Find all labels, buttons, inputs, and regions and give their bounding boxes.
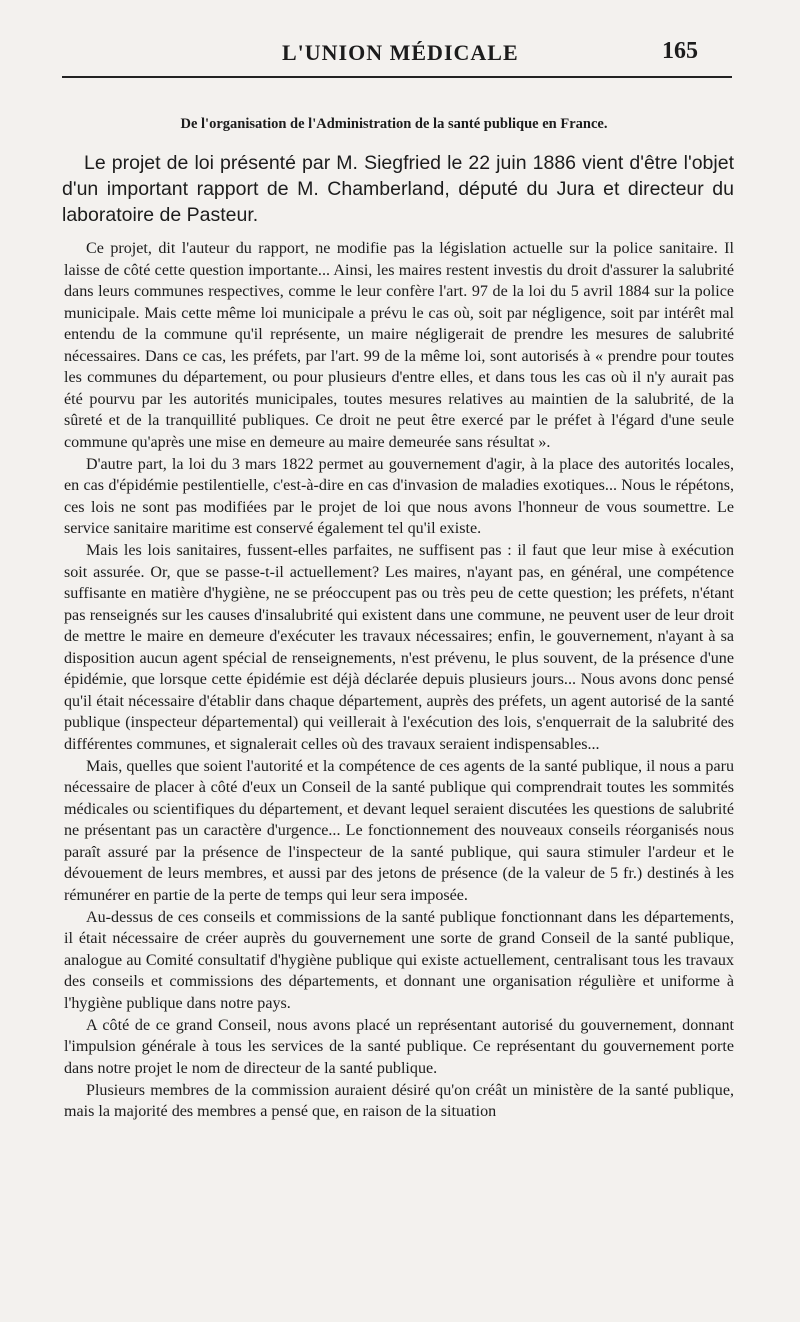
- body-paragraph: Ce projet, dit l'auteur du rapport, ne modifie pas la législation actuelle sur la police sanitaire. Il laisse de côté cette question importante... Ainsi, les maires restent investis du droit d'assurer la salubrité dans leurs communes respectives, comme le leur confère l'art. 97 de la loi du 5 avril 1884 sur la police municipale. Mais cette même loi municipale a prévu le cas où, soit par négligence, soit par intérêt mal entendu de la commune qu'il représente, un maire négligerait de prendre les mesures de salubrité nécessaires. Dans ce cas, les préfets, par l'art. 99 de la même loi, sont autorisés à « prendre pour toutes les communes du département, ou pour plusieurs d'entre elles, et dans tous les cas où il n'y aurait pas été pourvu par les autorités municipales, toutes mesures relatives au maintien de la salubrité, de la sûreté et de la tranquillité publiques. Ce droit ne peut être exercé par le préfet à l'égard d'une seule commune qu'après une mise en demeure au maire demeurée sans résultat ».: [64, 240, 734, 451]
- running-title: L'UNION MÉDICALE: [282, 40, 519, 65]
- body-paragraph: D'autre part, la loi du 3 mars 1822 permet au gouvernement d'agir, à la place des autorités locales, en cas d'épidémie pestilentielle, c'est-à-dire en cas d'invasion de maladies exotiques... Nous le répétons, ces lois ne sont pas modifiées par le projet de loi que nous avons l'honneur de vous soumettre. Le service sanitaire maritime est conservé également tel qu'il existe.: [64, 455, 734, 537]
- body-paragraph: Mais les lois sanitaires, fussent-elles parfaites, ne suffisent pas : il faut que leur mise à exécution soit assurée. Or, que se passe-t-il actuellement? Les maires, n'ayant pas, en général, une compétence suffisante en matière d'hygiène, ne se préoccupent pas ou très peu de cette question; les préfets, n'étant pas renseignés sur les causes d'insalubrité qui existent dans une commune, ne peuvent user de leur droit de mettre le maire en demeure d'exécuter les travaux nécessaires; enfin, le gouvernement, n'ayant à sa disposition aucun agent spécial de renseignements, n'est prévenu, le plus souvent, de la présence d'une épidémie, que lorsque cette épidémie est déjà déclarée depuis plusieurs jours... Nous avons donc pensé qu'il était nécessaire d'établir dans chaque département, auprès des préfets, un agent autorisé de la santé publique (inspecteur départemental) qui veillerait à l'exécution des lois, s'enquerrait de la salubrité des différentes communes, et signalerait celles où des travaux seraient indispensables...: [64, 542, 734, 753]
- running-head: [0, 36, 800, 70]
- body-paragraph: Au-dessus de ces conseils et commissions de la santé publique fonctionnant dans les départements, il était nécessaire de créer auprès du gouvernement une sorte de grand Conseil de la santé publique, analogue au Comité consultatif d'hygiène publique qui existe actuellement, centralisant tous les travaux des conseils et commissions des départements, et donnant une organisation régulière et uniforme à l'hygiène publique dans notre pays.: [64, 908, 734, 1012]
- article-body: [64, 238, 734, 1123]
- body-paragraph: Plusieurs membres de la commission auraient désiré qu'on créât un ministère de la santé publique, mais la majorité des membres a pensé que, en raison de la situation: [64, 1081, 734, 1120]
- article-title: De l'organisation de l'Administration de la santé publique en France.: [180, 116, 608, 132]
- page-number: 165: [662, 38, 698, 64]
- lead-paragraph-block: [62, 150, 734, 228]
- lead-paragraph: Le projet de loi présenté par M. Siegfried le 22 juin 1886 vient d'être l'objet d'un important rapport de M. Chamberland, député du Jura et directeur du laboratoire de Pasteur.: [62, 152, 734, 226]
- body-paragraph: Mais, quelles que soient l'autorité et la compétence de ces agents de la santé publique, il nous a paru nécessaire de placer à côté d'eux un Conseil de la santé publique qui comprendrait toutes les sommités médicales ou scientifiques du département, et devant lequel seraient discutées les questions de salubrité ne présentant pas un caractère d'urgence... Le fonctionnement des nouveaux conseils réorganisés nous paraît assuré par la présence de l'inspecteur de la santé publique, qui saura stimuler l'ardeur et le dévouement de leurs membres, et aussi par des jetons de présence (de la valeur de 5 fr.) destinés à les rémunérer en partie de la perte de temps qui leur sera imposée.: [64, 757, 734, 904]
- header-rule: [62, 76, 732, 78]
- body-paragraph: A côté de ce grand Conseil, nous avons placé un représentant autorisé du gouvernement, donnant l'impulsion générale à tous les services de la santé publique. Ce représentant du gouvernement porte dans notre projet le nom de directeur de la santé publique.: [64, 1016, 734, 1077]
